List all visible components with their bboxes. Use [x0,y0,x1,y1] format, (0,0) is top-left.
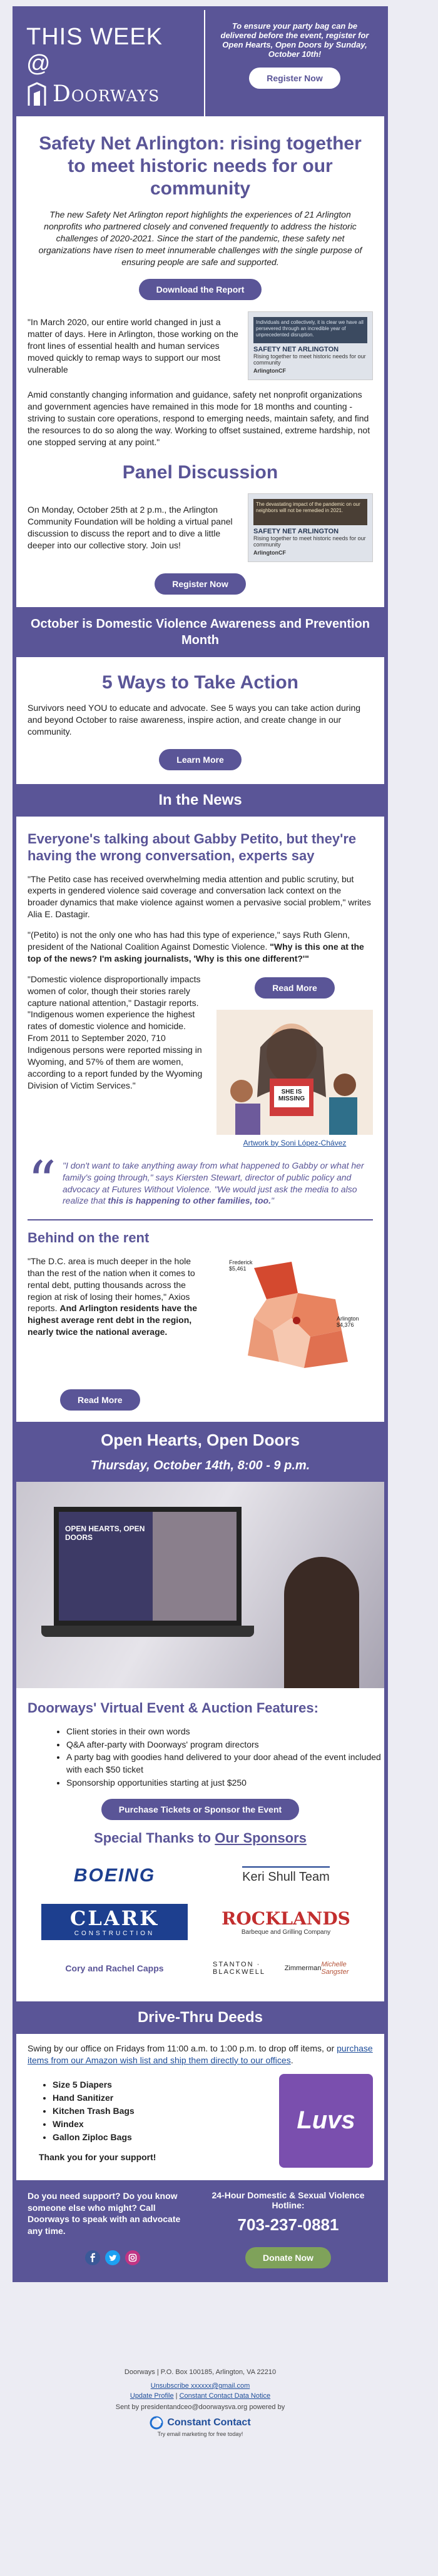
luvs-diaper-image [279,2074,373,2168]
instagram-icon[interactable] [125,2250,140,2265]
report-amid-paragraph: Amid constantly changing information and guidance, safety net nonprofit organizations and government agencies have remained in this mode for 18 months and counting - striving to sustain core operations, respond to emerging needs, maintain safety, and find the resources to do so along the way. Working to offset sustained, extreme hardship, not one stopped serving at any point." [28,390,370,448]
panel-thumb-org: ArlingtonCF [253,549,286,556]
story-body [16,974,384,1147]
small-sponsors [213,1950,359,1986]
doorways-logo[interactable] [26,81,194,107]
panel-thumb-title: SAFETY NET ARLINGTON [253,527,339,535]
constant-contact-name: Constant Contact [167,2417,251,2428]
map-label-1-value: $5,461 [229,1265,247,1272]
doorway-icon [26,82,48,107]
story-paragraph-1: "The Petito case has received overwhelming media attention and public scrutiny, but experts in gendered violence said coverage and conversation lack context on the broader dynamics that make violence against women a pervasive social problem," writes Alia E. Dastagir. [28,873,371,920]
footer [13,2357,388,2448]
feature-item: • Q&A after-party with Doorways' program directors [66,1738,384,1751]
rocklands-logo[interactable] [213,1904,359,1940]
panel-body [16,493,384,562]
rent-text [28,1255,208,1338]
laptop-base [41,1626,254,1637]
rent-text-bold: And Arlington residents have the highest average rent debt in the region, nearly twice the national average. [28,1303,197,1337]
boeing-text: BOEING [73,1864,156,1886]
purchase-tickets-button[interactable]: Purchase Tickets or Sponsor the Event [101,1799,299,1820]
five-ways-title: 5 Ways to Take Action [102,672,298,693]
hotline-block [203,2190,373,2238]
panel-thumbnail[interactable] [248,493,373,562]
needed-item: • Kitchen Trash Bags [53,2105,270,2118]
clark-text: CLARK [69,1906,160,1931]
data-notice-link[interactable]: Constant Contact Data Notice [179,2392,271,2400]
social-row [16,2247,384,2278]
rent-read-more-button[interactable]: Read More [60,1389,140,1411]
brand-block [16,10,204,116]
needed-item: • Size 5 Diapers [53,2078,270,2091]
laptop-screen [54,1507,242,1626]
map-label-arlington [337,1316,359,1328]
needed-item: • Windex [53,2118,270,2131]
story-paragraph-2 [16,929,384,965]
artwork-illustration [216,1010,373,1135]
hotline-phone[interactable]: 703-237-0881 [237,2215,339,2234]
artwork-credit-link[interactable]: Artwork by Soni López-Chávez [243,1138,347,1147]
map-label-1-name: Frederick [229,1259,253,1265]
hotline-title: 24-Hour Domestic & Sexual Violence Hotline: [211,2190,365,2210]
feature-item: • A party bag with goodies hand delivered to your door ahead of the event included with each $50 ticket [66,1751,384,1776]
panel-title: Panel Discussion [122,461,278,483]
this-week-label: THIS WEEK @ [26,24,163,77]
panel-thumb-text: The devastating impact of the pandemic on our neighbors will not be remedied in 2021. [253,499,367,525]
rent-body [16,1255,384,1381]
newsletter [13,6,388,2282]
help-text: Do you need support? Do you know someone else who might? Call Doorways to speak with an advocate any time. [28,2190,181,2236]
stewart-quote [16,1149,384,1215]
footer-links: Update Profile | Constant Contact Data Notice [130,2392,271,2400]
missing-women-artwork [216,1010,373,1135]
drive-thru-text [16,2043,384,2066]
sponsor-logos [16,1851,384,1993]
report-excerpt [16,311,384,380]
quote-mark-icon: “ [28,1149,57,1215]
event-photo [16,1482,384,1688]
help-panel [16,2180,384,2248]
report-cover-sub: Rising together to meet historic needs for our community [253,353,366,366]
sponsors-link[interactable]: Our Sponsors [215,1829,307,1846]
constant-contact-logo[interactable] [13,2416,388,2430]
drive-text-a: Swing by our office on Fridays from 11:00 a.m. to 1:00 p.m. to drop off items, or [28,2043,337,2053]
footer-address: Doorways | P.O. Box 100185, Arlington, VA 22210 [124,2368,277,2376]
unsubscribe-text[interactable]: Unsubscribe xxxxxx@gmail.com [150,2382,250,2390]
report-cover-title: SAFETY NET ARLINGTON [253,346,339,354]
panel-register-button[interactable]: Register Now [155,573,245,595]
rocklands-text: ROCKLANDS [222,1908,350,1929]
features-title: Doorways' Virtual Event & Auction Features: [28,1699,318,1716]
quote-part-b: "We would just ask the media to also realize that [63,1184,357,1206]
missing-sign-text: SHE IS MISSING [278,1088,305,1102]
keri-shull-logo[interactable] [213,1858,359,1894]
rent-text-a: "The D.C. area is much deeper in the hole than the rest of the nation when it comes to rental debt, putting thousands across the region at risk of losing their homes," Axios reports. [28,1255,195,1314]
twitter-icon[interactable] [105,2250,120,2265]
rent-debt-map [216,1255,373,1381]
viewer-figure [284,1557,359,1688]
unsubscribe-link[interactable] [13,2382,388,2390]
feature-item: • Sponsorship opportunities starting at just $250 [66,1776,384,1789]
zimmerman-logo[interactable]: Zimmerman [284,1964,322,1972]
quote-part-c: this is happening to other families, too. [108,1195,271,1206]
needed-items-list [28,2078,270,2144]
capps-sponsor: Cory and Rachel Capps [65,1963,164,1973]
gabby-story-title: Everyone's talking about Gabby Petito, but they're having the wrong conversation, experts say [28,830,357,864]
rocklands-sub: Barbeque and Grilling Company [241,1928,331,1936]
story-p2-text: "(Petito) is not the only one who has had this type of experience," says Ruth Glenn, president of the National Coalition Against Domestic Violence. [28,930,350,952]
stanton-logo[interactable]: STANTON · BLACKWELL [213,1960,266,1976]
update-profile-link[interactable]: Update Profile [130,2392,174,2400]
sent-by: Sent by presidentandceo@doorwaysva.org powered by [115,2403,285,2411]
story-paragraph-3: "Domestic violence disproportionally impacts women of color, though their stories rarely capture national attention," Dastagir reports. "Indigenous women experience the highest rates of domestic violence and homicide. From 2011 to September 2020, 710 Indigenous persons were reported missing in Wyoming, and 57% of them are women, according to a report funded by the Wyoming Division of Victim Services." [28,974,203,1090]
news-banner: In the News [16,784,384,817]
header [16,10,384,116]
map-label-frederick [229,1259,253,1272]
drive-thru-banner: Drive-Thru Deeds [16,2001,384,2034]
screen-event-title: OPEN HEARTS, OPEN DOORS [65,1524,145,1542]
story-p2-bold: "Why is this one at the top of the news? I'm asking journalists, 'Why is this one different?'" [28,942,364,963]
report-cover-text: Individuals and collectively, it is clear we have all persevered through an incredible year of unprecedented disruption. [253,317,367,343]
sangster-logo[interactable]: Michelle Sangster [321,1960,349,1976]
cc-tagline: Try email marketing for free today! [157,2431,243,2437]
clark-sub: CONSTRUCTION [74,1930,155,1938]
drive-items [16,2074,384,2168]
sponsors-title-text: Special Thanks to [94,1829,215,1846]
drive-thanks: Thank you for your support! [39,2151,156,2162]
report-intro: The new Safety Net Arlington report highlights the experiences of 21 Arlington nonprofits who partnered closely and convened frequently to address the historic challenges of 2020-2021. Since the start of the pandemic, these safety net organizations have risen to meet innumerable challenges with the single purpose of ensuring people are safe and supported. [38,209,362,267]
panel-thumb-sub: Rising together to meet historic needs for our community [253,535,366,548]
report-cover-org: ArlingtonCF [253,368,286,375]
features-list [16,1725,384,1788]
gabby-read-more-button[interactable]: Read More [255,977,335,999]
luvs-text: Luvs [297,2106,355,2135]
map-label-2-name: Arlington [337,1315,359,1322]
story-media [216,974,373,1147]
header-cta [204,10,384,116]
map-label-2-value: $4,376 [337,1321,354,1328]
facebook-icon[interactable] [85,2250,100,2265]
download-report-button[interactable]: Download the Report [139,279,262,300]
header-register-button[interactable]: Register Now [249,68,340,89]
report-title: Safety Net Arlington: rising together to meet historic needs for our community [39,133,362,199]
quote-part-a: "I don't want to take anything away from what happened to Gabby or what her family's going through," says Kiersten Stewart, director of public policy and advocacy at Futures Without Violence. [63,1160,364,1194]
quote-part-d: " [270,1195,274,1206]
constant-contact-icon [150,2416,163,2430]
boeing-logo[interactable] [41,1858,188,1894]
rent-title: Behind on the rent [28,1219,373,1247]
report-quote: "In March 2020, our entire world changed in just a matter of days. Here in Arlington, those working on the front lines of essential health and human services moved quickly to remap ways to support our most vulnerable [28,317,238,375]
learn-more-button[interactable]: Learn More [159,749,241,770]
event-banner: Open Hearts, Open Doors [16,1422,384,1459]
panel-text: On Monday, October 25th at 2 p.m., the Arlington Community Foundation will be holding a virtual panel discussion to discuss the report and to dive a little deeper into our collective story. Join us! [28,505,233,550]
brand-name: Doorways [53,81,160,107]
five-ways-text: Survivors need YOU to educate and advocate. See 5 ways you can take action during and beyond October to raise awareness, inspire action, and create change in our community. [28,702,361,737]
sponsors-title [16,1830,384,1846]
social-icons [28,2250,197,2265]
clark-logo[interactable] [41,1904,188,1940]
needed-item: • Hand Sanitizer [53,2091,270,2105]
header-cta-text: To ensure your party bag can be delivered before the event, register for Open Hearts, Open Doors by Sunday, October 10th! [220,21,369,59]
keri-text: Keri Shull Team [242,1866,330,1884]
donate-now-button[interactable]: Donate Now [245,2247,331,2268]
drive-text-b: . [290,2055,293,2065]
report-cover-thumbnail[interactable] [248,311,373,380]
needed-item: • Gallon Ziploc Bags [53,2131,270,2144]
stewart-quote-text [63,1160,373,1207]
event-date: Thursday, October 14th, 8:00 - 9 p.m. [16,1459,384,1482]
feature-item: • Client stories in their own words [66,1725,384,1738]
amazon-wishlist-link[interactable]: purchase items from our Amazon wish list and ship them directly to our offices [28,2043,373,2065]
dv-month-banner: October is Domestic Violence Awareness and Prevention Month [16,607,384,657]
